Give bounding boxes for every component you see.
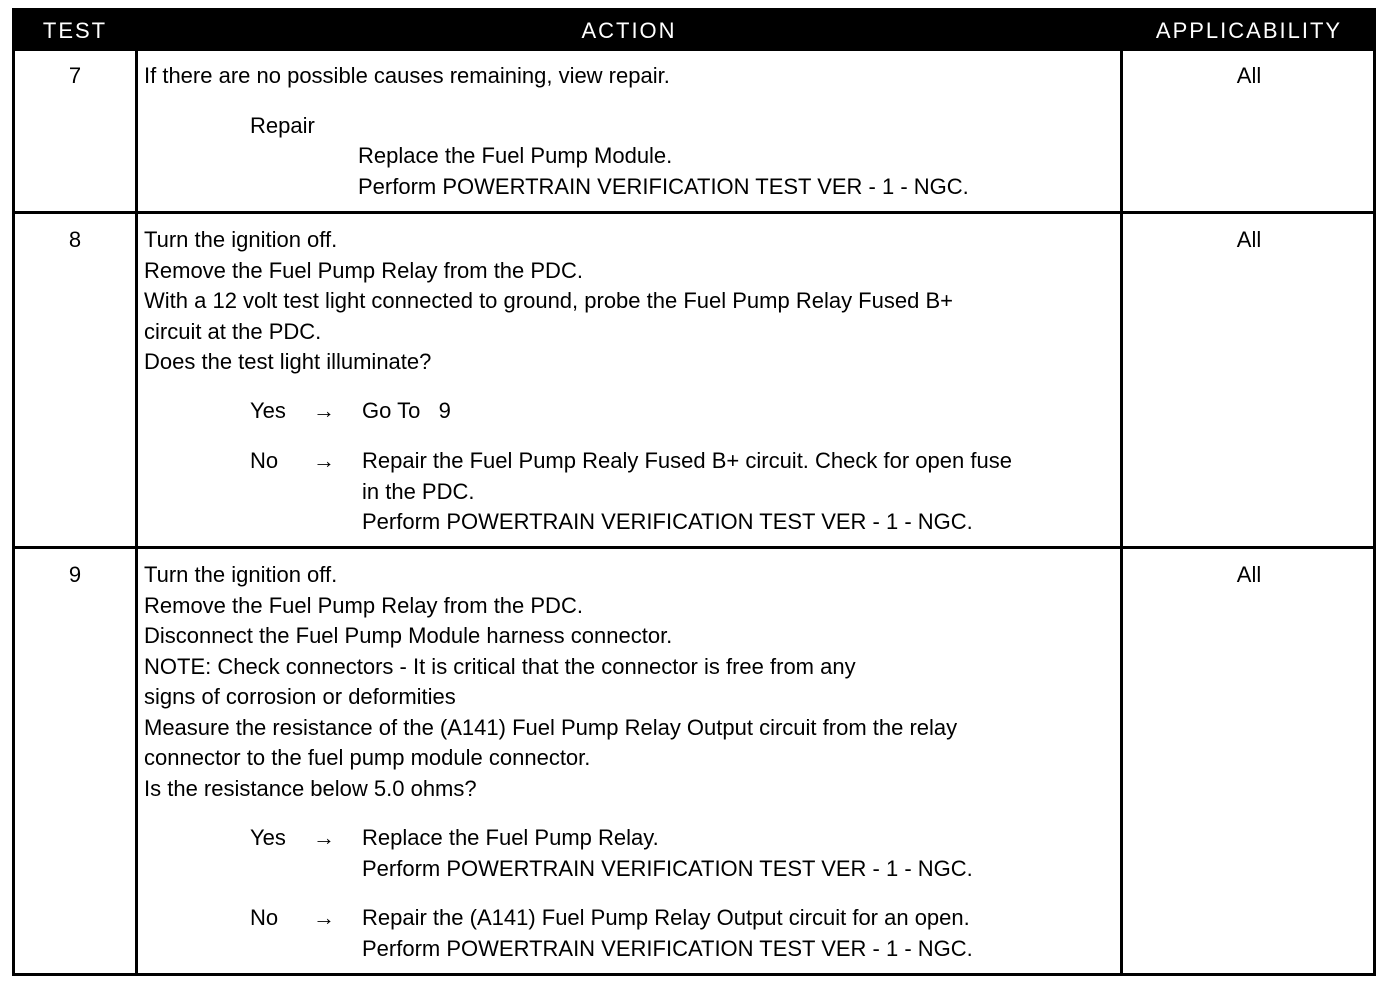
repair-line: Perform POWERTRAIN VERIFICATION TEST VER - 1 - NGC. bbox=[358, 173, 969, 199]
action-line: With a 12 volt test light connected to ground, probe the Fuel Pump Relay Fused B+ bbox=[144, 288, 953, 313]
column-divider bbox=[1120, 51, 1123, 973]
result-line: Perform POWERTRAIN VERIFICATION TEST VER - 1 - NGC. bbox=[362, 855, 973, 881]
action-line: Measure the resistance of the (A141) Fuel Pump Relay Output circuit from the relay bbox=[144, 714, 958, 740]
diagnostic-table bbox=[12, 8, 1376, 976]
header-action: ACTION bbox=[581, 18, 677, 43]
arrow-icon: → bbox=[313, 905, 335, 930]
row-divider bbox=[15, 211, 1373, 214]
action-line: Turn the ignition off. bbox=[144, 227, 338, 252]
repair-instructions bbox=[358, 141, 969, 202]
result-line: in the PDC. bbox=[362, 478, 475, 504]
result-line: Replace the Fuel Pump Relay. bbox=[362, 825, 659, 850]
result-line: Go To 9 bbox=[362, 398, 451, 423]
applicability-value: All bbox=[1236, 227, 1262, 252]
no-label: No bbox=[250, 448, 279, 473]
repair-label: Repair bbox=[250, 113, 315, 138]
action-line: connector to the fuel pump module connector. bbox=[144, 745, 591, 770]
applicability-value: All bbox=[1236, 63, 1262, 88]
action-line: Turn the ignition off. bbox=[144, 562, 338, 587]
result-line: Repair the (A141) Fuel Pump Relay Output circuit for an open. bbox=[362, 905, 970, 930]
action-line: signs of corrosion or deformities bbox=[144, 684, 456, 709]
row-divider bbox=[15, 546, 1373, 549]
applicability-value: All bbox=[1236, 562, 1262, 587]
column-divider bbox=[135, 51, 138, 973]
yes-result bbox=[362, 823, 973, 884]
arrow-icon: → bbox=[313, 825, 335, 850]
repair-line: Replace the Fuel Pump Module. bbox=[358, 143, 673, 168]
action-line: Does the test light illuminate? bbox=[144, 349, 432, 374]
arrow-icon: → bbox=[313, 398, 335, 423]
no-result bbox=[362, 903, 973, 964]
result-line: Repair the Fuel Pump Realy Fused B+ circuit. Check for open fuse bbox=[362, 448, 1012, 473]
action-line: NOTE: Check connectors - It is critical that the connector is free from any bbox=[144, 653, 856, 679]
result-line: Perform POWERTRAIN VERIFICATION TEST VER - 1 - NGC. bbox=[362, 935, 973, 961]
action-line: Disconnect the Fuel Pump Module harness connector. bbox=[144, 623, 673, 648]
no-label: No bbox=[250, 905, 279, 930]
yes-result bbox=[362, 396, 451, 427]
action-line: circuit at the PDC. bbox=[144, 318, 322, 344]
action-line: Remove the Fuel Pump Relay from the PDC. bbox=[144, 592, 583, 618]
action-text bbox=[144, 225, 1120, 378]
arrow-icon: → bbox=[313, 448, 335, 473]
result-line: Perform POWERTRAIN VERIFICATION TEST VER - 1 - NGC. bbox=[362, 509, 973, 534]
test-number: 9 bbox=[68, 562, 82, 587]
test-number: 7 bbox=[68, 63, 82, 88]
action-line: If there are no possible causes remaining, view repair. bbox=[144, 63, 670, 88]
action-text bbox=[144, 61, 1120, 92]
action-text bbox=[144, 560, 1120, 804]
test-number: 8 bbox=[68, 227, 82, 252]
action-line: Is the resistance below 5.0 ohms? bbox=[144, 775, 477, 801]
yes-label: Yes bbox=[250, 398, 286, 423]
action-line: Remove the Fuel Pump Relay from the PDC. bbox=[144, 257, 583, 283]
table-header bbox=[15, 11, 1373, 51]
yes-label: Yes bbox=[250, 825, 286, 850]
no-result bbox=[362, 446, 1012, 538]
header-test: TEST bbox=[42, 18, 108, 43]
header-applicability: APPLICABILITY bbox=[1155, 18, 1343, 43]
